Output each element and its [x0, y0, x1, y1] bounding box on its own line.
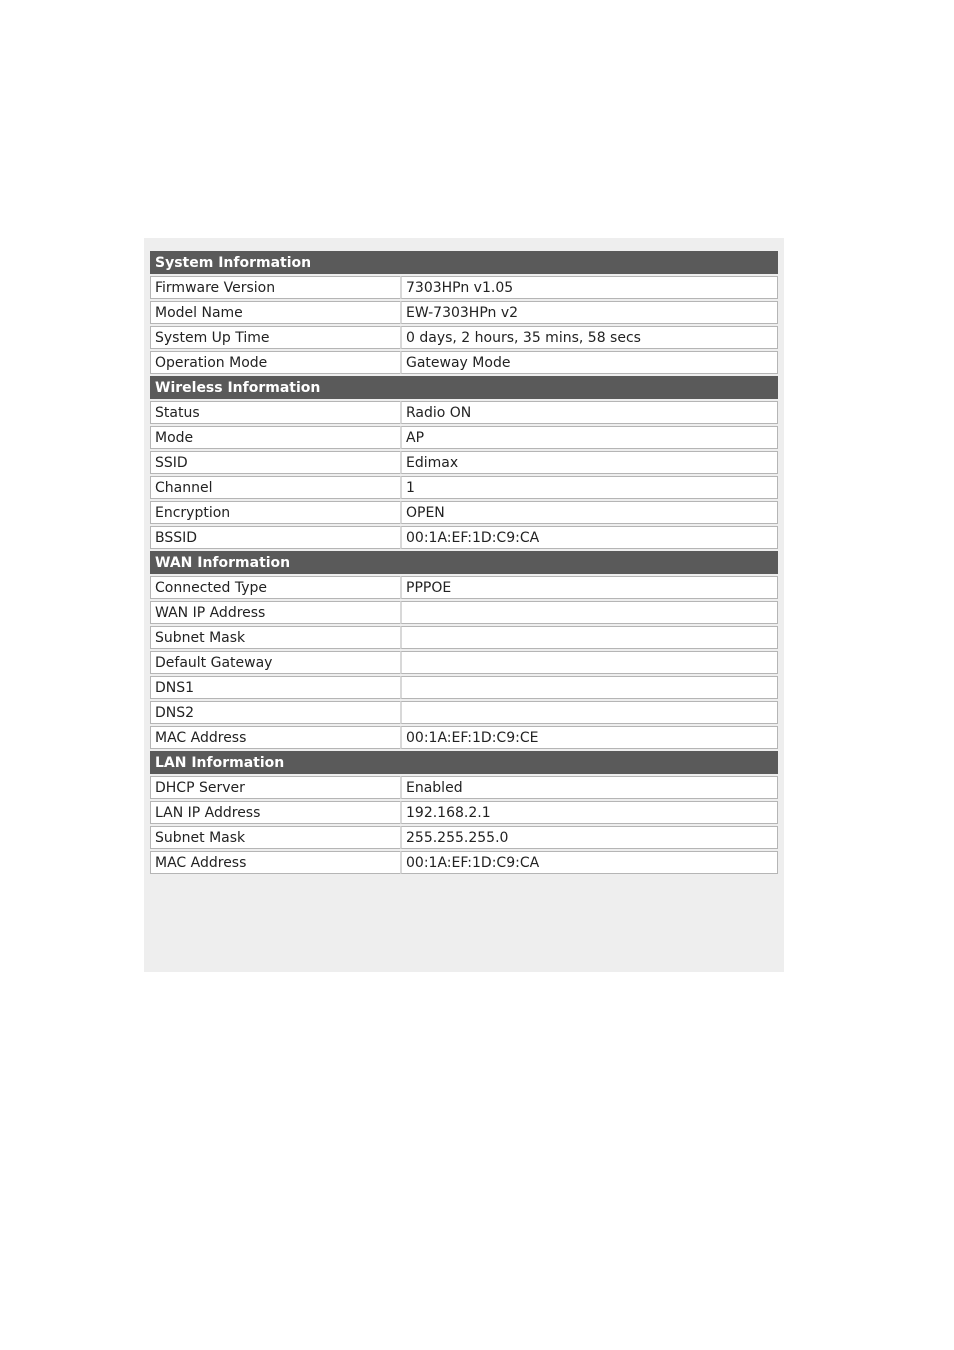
row-value: 00:1A:EF:1D:C9:CA	[400, 851, 778, 874]
status-table	[150, 249, 778, 876]
row-label: Connected Type	[150, 576, 400, 599]
table-row	[150, 276, 778, 299]
row-value: 255.255.255.0	[400, 826, 778, 849]
table-row	[150, 526, 778, 549]
row-label: SSID	[150, 451, 400, 474]
row-label: Status	[150, 401, 400, 424]
row-value: 192.168.2.1	[400, 801, 778, 824]
table-row	[150, 476, 778, 499]
row-value: 0 days, 2 hours, 35 mins, 58 secs	[400, 326, 778, 349]
table-row	[150, 426, 778, 449]
row-value	[400, 651, 778, 674]
row-label: Firmware Version	[150, 276, 400, 299]
row-label: DNS2	[150, 701, 400, 724]
table-row	[150, 401, 778, 424]
status-panel	[144, 238, 784, 972]
section-header-wireless	[150, 376, 778, 399]
row-value: OPEN	[400, 501, 778, 524]
row-value	[400, 601, 778, 624]
section-title: LAN Information	[150, 751, 778, 774]
row-label: WAN IP Address	[150, 601, 400, 624]
table-row	[150, 701, 778, 724]
table-row	[150, 826, 778, 849]
row-label: DHCP Server	[150, 776, 400, 799]
row-value	[400, 626, 778, 649]
table-row	[150, 576, 778, 599]
row-label: Channel	[150, 476, 400, 499]
table-row	[150, 776, 778, 799]
row-label: Mode	[150, 426, 400, 449]
row-value: 7303HPn v1.05	[400, 276, 778, 299]
table-row	[150, 351, 778, 374]
row-value: 1	[400, 476, 778, 499]
row-label: MAC Address	[150, 726, 400, 749]
row-label: Default Gateway	[150, 651, 400, 674]
section-title: WAN Information	[150, 551, 778, 574]
section-title: System Information	[150, 251, 778, 274]
row-label: Subnet Mask	[150, 626, 400, 649]
table-row	[150, 651, 778, 674]
table-row	[150, 726, 778, 749]
section-title: Wireless Information	[150, 376, 778, 399]
row-label: MAC Address	[150, 851, 400, 874]
row-label: DNS1	[150, 676, 400, 699]
row-label: LAN IP Address	[150, 801, 400, 824]
row-value: 00:1A:EF:1D:C9:CE	[400, 726, 778, 749]
table-row	[150, 801, 778, 824]
row-value: Enabled	[400, 776, 778, 799]
table-row	[150, 626, 778, 649]
row-label: Operation Mode	[150, 351, 400, 374]
section-header-system	[150, 251, 778, 274]
row-value: Gateway Mode	[400, 351, 778, 374]
row-label: BSSID	[150, 526, 400, 549]
table-row	[150, 676, 778, 699]
table-row	[150, 326, 778, 349]
row-value: AP	[400, 426, 778, 449]
row-label: Subnet Mask	[150, 826, 400, 849]
row-value	[400, 676, 778, 699]
row-value: EW-7303HPn v2	[400, 301, 778, 324]
table-row	[150, 451, 778, 474]
row-label: Encryption	[150, 501, 400, 524]
table-row	[150, 301, 778, 324]
table-row	[150, 851, 778, 874]
table-row	[150, 501, 778, 524]
row-label: Model Name	[150, 301, 400, 324]
section-header-lan	[150, 751, 778, 774]
table-row	[150, 601, 778, 624]
row-value: 00:1A:EF:1D:C9:CA	[400, 526, 778, 549]
row-value: Radio ON	[400, 401, 778, 424]
row-label: System Up Time	[150, 326, 400, 349]
row-value: PPPOE	[400, 576, 778, 599]
row-value: Edimax	[400, 451, 778, 474]
row-value	[400, 701, 778, 724]
section-header-wan	[150, 551, 778, 574]
